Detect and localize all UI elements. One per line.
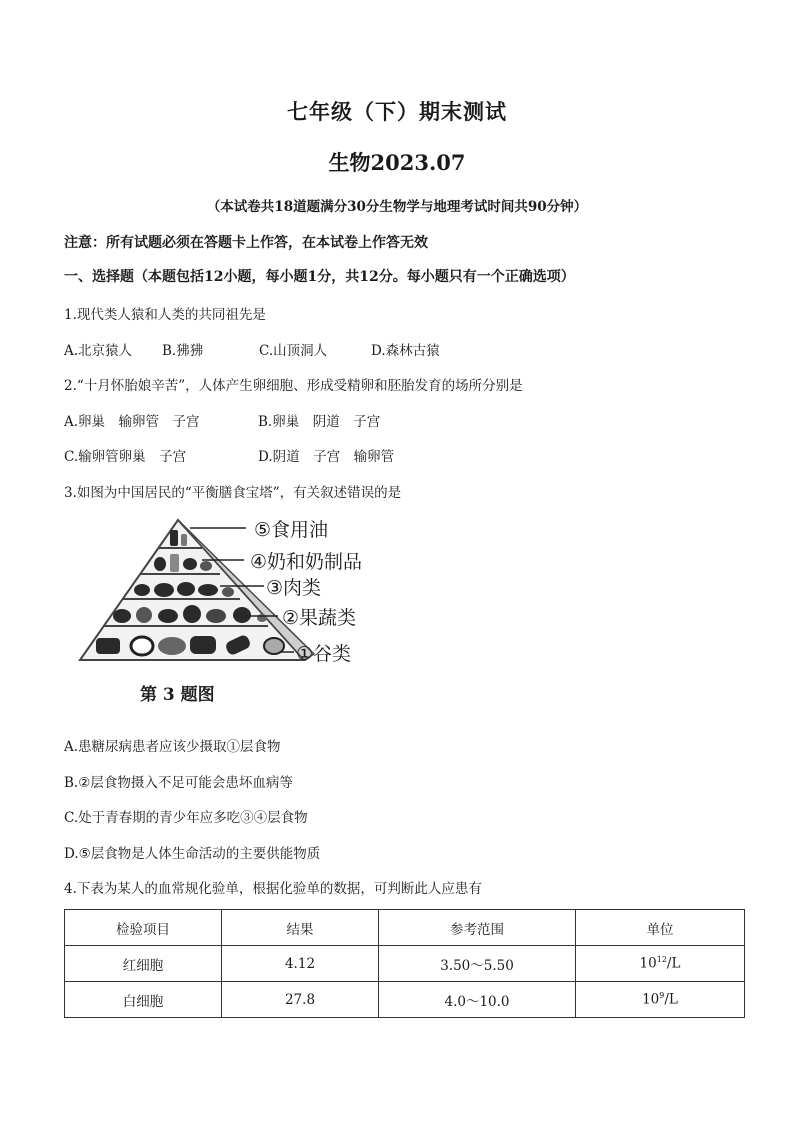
- row-range: 4.0～10.0: [379, 982, 576, 1018]
- notice: 注意：所有试题必须在答题卡上作答，在本试卷上作答无效: [64, 235, 428, 251]
- q3-option-d: D.⑤层食物是人体生命活动的主要供能物质: [64, 846, 321, 862]
- row-range: 3.50～5.50: [379, 946, 576, 982]
- header-range: 参考范围: [379, 910, 576, 946]
- row-item: 白细胞: [65, 982, 222, 1018]
- q3-option-c: C.处于青春期的青少年应多吃③④层食物: [64, 810, 308, 826]
- question-2-stem: 2.“十月怀胎娘辛苦”，人体产生卵细胞、形成受精卵和胚胎发育的场所分别是: [64, 378, 523, 394]
- table-row: [65, 982, 745, 1018]
- table-header-row: [65, 910, 745, 946]
- layer-2-label: ②果蔬类: [282, 607, 357, 629]
- section-heading: 一、选择题（本题包括12小题，每小题1分，共12分。每小题只有一个正确选项）: [64, 269, 575, 285]
- figure-caption: 第 3 题图: [140, 685, 215, 705]
- header-unit: 单位: [576, 910, 745, 946]
- q2-option-b: B.卵巢 阴道 子宫: [258, 414, 381, 430]
- question-1-stem: 1.现代类人猿和人类的共同祖先是: [64, 307, 266, 323]
- row-unit: $10^9/L$: [576, 982, 745, 1018]
- header-item: 检验项目: [65, 910, 222, 946]
- question-3-stem: 3.如图为中国居民的“平衡膳食宝塔”，有关叙述错误的是: [64, 485, 402, 501]
- question-4-stem: 4.下表为某人的血常规化验单，根据化验单的数据，可判断此人应患有: [64, 881, 482, 897]
- exam-title: 七年级（下）期末测试: [287, 99, 507, 124]
- row-unit: $10^{12}/L$: [576, 946, 745, 982]
- q1-option-b: B.狒狒: [162, 343, 204, 359]
- exam-info: （本试卷共18道题满分30分生物学与地理考试时间共90分钟）: [206, 199, 588, 215]
- q3-option-b: B.②层食物摄入不足可能会患坏血病等: [64, 775, 293, 791]
- header-result: 结果: [222, 910, 379, 946]
- row-item: 红细胞: [65, 946, 222, 982]
- table-row: [65, 946, 745, 982]
- q1-option-a: A.北京猿人: [64, 343, 133, 359]
- row-result: 27.8: [222, 982, 379, 1018]
- q2-option-a: A.卵巢 输卵管 子宫: [64, 414, 200, 430]
- layer-5-label: ⑤食用油: [254, 519, 329, 541]
- layer-4-label: ④奶和奶制品: [250, 551, 363, 573]
- food-pyramid-figure: [68, 514, 408, 710]
- q1-option-d: D.森林古猿: [371, 343, 440, 359]
- q1-option-c: C.山顶洞人: [259, 343, 328, 359]
- row-result: 4.12: [222, 946, 379, 982]
- q2-option-d: D.阴道 子宫 输卵管: [258, 449, 395, 465]
- q3-option-a: A.患糖尿病患者应该少摄取①层食物: [64, 739, 281, 755]
- layer-1-label: ①谷类: [296, 643, 352, 665]
- blood-test-table: [64, 909, 745, 1018]
- layer-3-label: ③肉类: [266, 577, 322, 599]
- q2-option-c: C.输卵管卵巢 子宫: [64, 449, 187, 465]
- exam-subtitle: 生物2023.07: [328, 150, 466, 175]
